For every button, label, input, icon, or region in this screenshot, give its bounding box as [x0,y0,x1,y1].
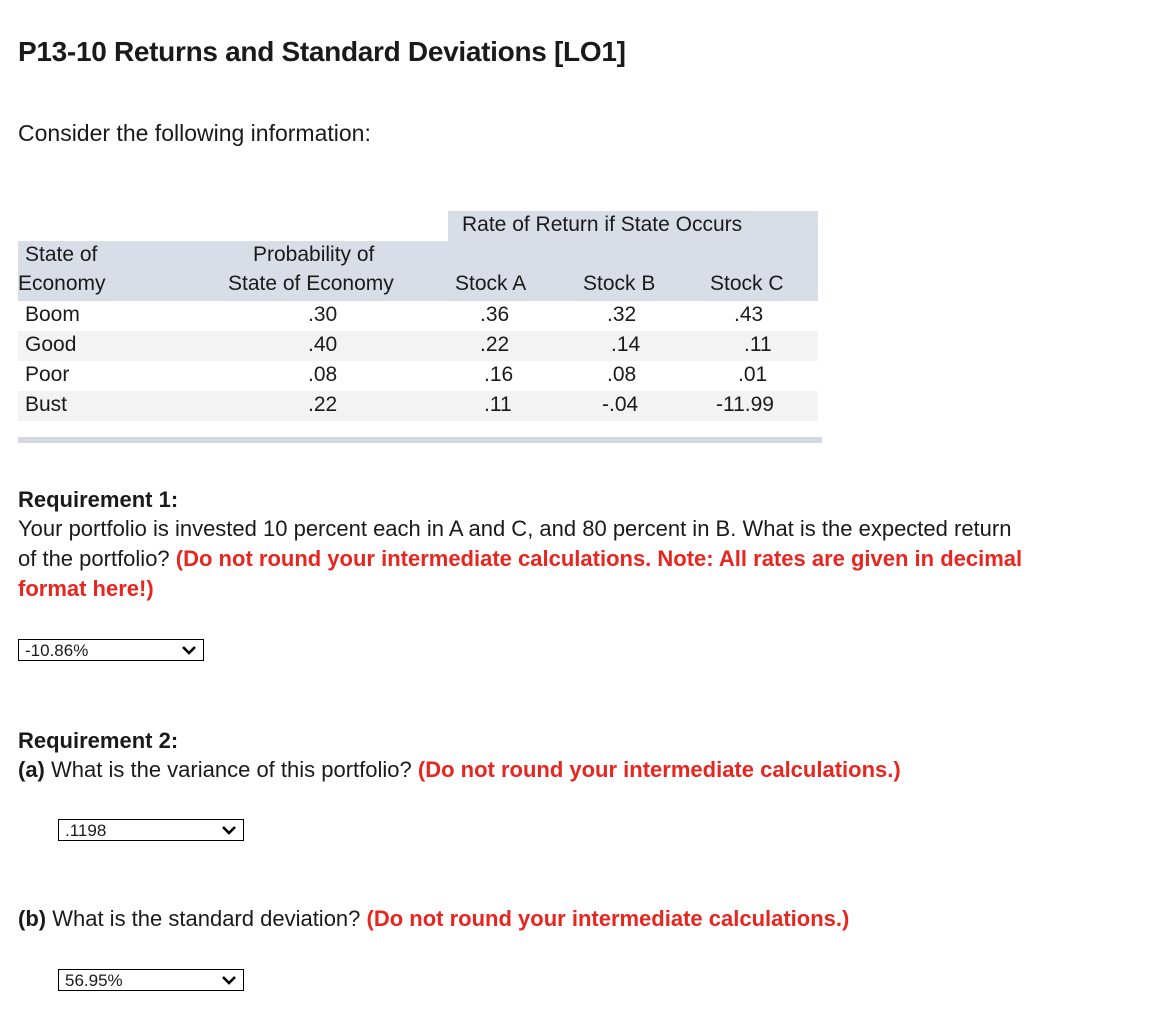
returns-table [18,211,818,423]
chevron-down-icon [181,643,197,657]
intro-text: Consider the following information: [18,120,371,146]
table-row [18,391,818,421]
stock-c-cell: .01 [738,363,768,386]
state-cell: Boom [25,303,80,326]
req2a-question [18,755,1028,785]
table-row [18,361,818,391]
req2-heading: Requirement 2: [18,728,179,753]
table-header [18,211,818,301]
col-state-line1: State of [25,243,98,266]
stock-b-cell: .14 [611,333,641,356]
stock-a-cell: .11 [484,393,512,416]
req1-question [18,514,1028,604]
stock-b-cell: .08 [607,363,637,386]
page-title: P13-10 Returns and Standard Deviations [LO1] [18,36,626,67]
state-cell: Bust [25,393,68,416]
state-cell: Good [25,333,77,356]
stock-c-cell: -11.99 [716,393,774,416]
stock-b-cell: -.04 [602,393,639,416]
table-bottom-rule [18,437,822,443]
prob-cell: .22 [308,393,338,416]
req1-text: Your portfolio is invested 10 percent each in A and C, and 80 percent in B. What is the expected return of the portfolio? [18,516,1012,571]
stock-a-cell: .36 [480,303,510,326]
prob-cell: .40 [308,333,338,356]
req1-heading: Requirement 1: [18,487,179,512]
stock-a-cell: .16 [484,363,514,386]
col-prob-line2: State of Economy [228,272,394,295]
state-cell: Poor [25,363,70,386]
stock-b-cell: .32 [607,303,637,326]
stock-c-cell: .11 [744,333,772,356]
prob-cell: .30 [308,303,338,326]
req2a-note: (Do not round your intermediate calculations.) [417,757,901,782]
table-row [18,331,818,361]
req1-note: (Do not round your intermediate calculations. Note: All rates are given in decimal format here!) [18,546,1023,601]
stock-c-cell: .43 [734,303,764,326]
table-row [18,301,818,331]
chevron-down-icon [221,823,237,837]
req2b-text: What is the standard deviation? [52,906,361,931]
col-stock-c: Stock C [710,272,784,295]
stock-a-cell: .22 [480,333,510,356]
col-stock-b: Stock B [583,272,656,295]
group-header: Rate of Return if State Occurs [462,213,743,236]
req2b-note: (Do not round your intermediate calculations.) [366,906,850,931]
col-stock-a: Stock A [455,272,527,295]
req1-answer-value: -10.86% [25,641,89,660]
col-prob-line1: Probability of [253,243,375,266]
col-state-line2: Economy [18,272,106,295]
prob-cell: .08 [308,363,338,386]
chevron-down-icon [221,973,237,987]
req2a-answer-dropdown[interactable] [58,819,244,841]
req1-answer-dropdown[interactable] [18,639,204,661]
req2a-text: What is the variance of this portfolio? [51,757,412,782]
req2a-label: (a) [18,757,45,782]
req2b-answer-value: 56.95% [65,971,123,990]
req2b-label: (b) [18,906,47,931]
req2b-question [18,904,1028,934]
req2a-answer-value: .1198 [65,821,107,840]
req2b-answer-dropdown[interactable] [58,969,244,991]
